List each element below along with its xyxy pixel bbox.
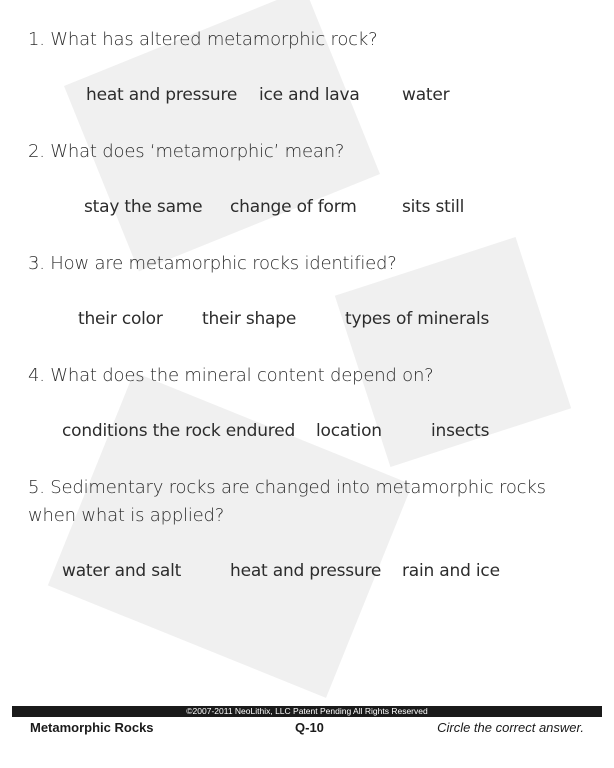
answer-option[interactable]: location bbox=[316, 421, 382, 441]
answer-option[interactable]: heat and pressure bbox=[230, 561, 382, 581]
answer-option[interactable]: conditions the rock endured bbox=[62, 421, 296, 441]
answer-option[interactable]: types of minerals bbox=[345, 309, 490, 329]
answer-option[interactable]: change of form bbox=[230, 197, 357, 217]
worksheet-title: Metamorphic Rocks bbox=[30, 720, 154, 735]
answer-option[interactable]: ice and lava bbox=[259, 85, 360, 105]
answer-option[interactable]: water and salt bbox=[62, 561, 182, 581]
answer-option[interactable]: water bbox=[402, 85, 450, 105]
answer-option[interactable]: heat and pressure bbox=[86, 85, 238, 105]
question-2: 2. What does ‘metamorphic’ mean? bbox=[28, 141, 345, 162]
question-4: 4. What does the mineral content depend on? bbox=[28, 365, 434, 386]
answer-option[interactable]: sits still bbox=[402, 197, 465, 217]
answer-option[interactable]: their shape bbox=[202, 309, 297, 329]
question-3: 3. How are metamorphic rocks identified? bbox=[28, 253, 397, 274]
question-5: 5. Sedimentary rocks are changed into metamorphic rocks when what is applied? bbox=[28, 477, 546, 526]
answer-option[interactable]: their color bbox=[78, 309, 163, 329]
answer-option[interactable]: insects bbox=[431, 421, 490, 441]
answer-option[interactable]: stay the same bbox=[84, 197, 203, 217]
worksheet-code: Q-10 bbox=[295, 720, 324, 735]
answer-option[interactable]: rain and ice bbox=[402, 561, 500, 581]
instruction-text: Circle the correct answer. bbox=[437, 720, 584, 735]
question-1: 1. What has altered metamorphic rock? bbox=[28, 29, 378, 50]
copyright-bar: ©2007-2011 NeoLithix, LLC Patent Pending All Rights Reserved bbox=[12, 706, 602, 717]
